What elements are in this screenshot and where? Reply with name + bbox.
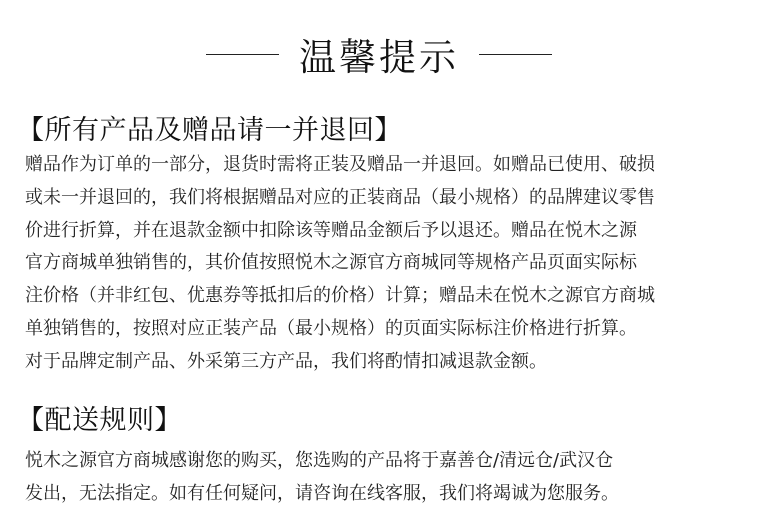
paragraph-line: 对于品牌定制产品、外采第三方产品，我们将酌情扣减退款金额。 (25, 350, 547, 372)
paragraph-line: 官方商城单独销售的，其价值按照悦木之源官方商城同等规格产品页面实际标 (25, 252, 637, 274)
delivery-rules-paragraph (25, 445, 745, 511)
paragraph-line: 或未一并退回的，我们将根据赠品对应的正装商品（最小规格）的品牌建议零售 (25, 186, 655, 208)
paragraph-line: 价进行折算，并在退款金额中扣除该等赠品金额后予以退还。赠品在悦木之源 (25, 219, 637, 241)
notice-title-row (0, 28, 758, 80)
notice-title: 温馨提示 (299, 36, 459, 79)
section-heading-delivery-rules: 【配送规则】 (17, 405, 182, 436)
title-right-rule (479, 54, 552, 55)
paragraph-line: 赠品作为订单的一部分，退货时需将正装及赠品一并退回。如赠品已使用、破损 (25, 154, 655, 175)
paragraph-line: 注价格（并非红包、优惠券等抵扣后的价格）计算；赠品未在悦木之源官方商城 (25, 285, 655, 307)
paragraph-line: 发出，无法指定。如有任何疑问，请咨询在线客服，我们将竭诚为您服务。 (25, 482, 619, 504)
return-policy-paragraph (25, 149, 745, 379)
paragraph-line: 单独销售的，按照对应正装产品（最小规格）的页面实际标注价格进行折算。 (25, 317, 637, 339)
paragraph-line: 悦木之源官方商城感谢您的购买，您选购的产品将于嘉善仓/清远仓/武汉仓 (25, 450, 614, 471)
section-heading-return-gifts: 【所有产品及赠品请一并退回】 (17, 115, 402, 146)
title-left-rule (206, 54, 279, 55)
